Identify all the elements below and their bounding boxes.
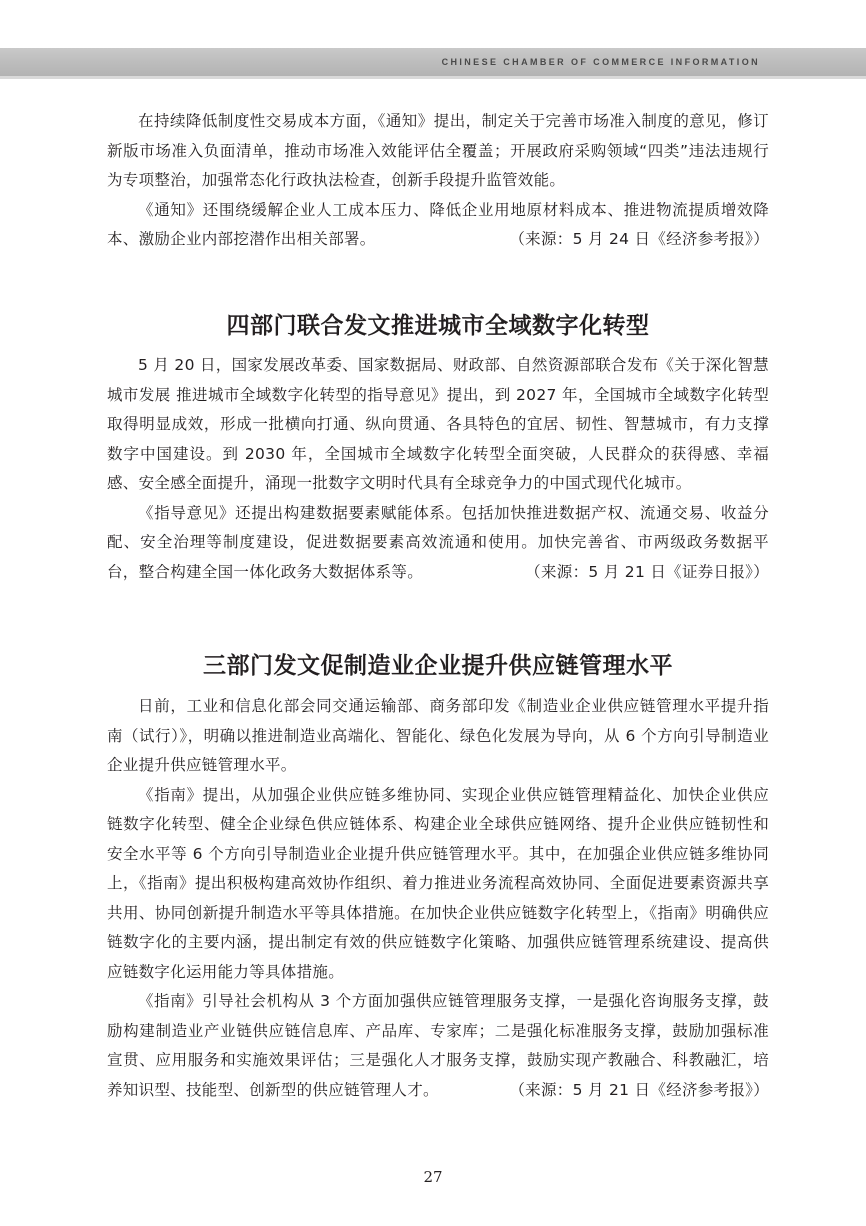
paragraph: 《通知》还围绕缓解企业人工成本压力、降低企业用地原材料成本、推进物流提质增效降本、激励企业内部挖潜作出相关部署。 （来源：5 月 24 日《经济参考报》） <box>107 196 769 255</box>
page-number: 27 <box>423 1168 443 1186</box>
paragraph: 《指南》引导社会机构从 3 个方面加强供应链管理服务支撑，一是强化咨询服务支撑，鼓励构建制造业产业链供应链信息库、产品库、专家库；二是强化标准服务支撑，鼓励加强标准宣贯、应用服务和实施效果评估；三是强化人才服务支撑，鼓励实现产教融合、科教融汇，培养知识型、技能型、创新型的供应链管理人才。 （来源：5 月 21 日《经济参考报》） <box>107 987 769 1105</box>
paragraph: 日前，工业和信息化部会同交通运输部、商务部印发《制造业企业供应链管理水平提升指南（试行）》，明确以推进制造业高端化、智能化、绿色化发展为导向，从 6 个方向引导制造业企业提升供应链管理水平。 <box>107 697 769 774</box>
source-citation: （来源：5 月 24 日《经济参考报》） <box>509 230 769 248</box>
paragraph: 《指导意见》还提出构建数据要素赋能体系。包括加快推进数据产权、流通交易、收益分配、安全治理等制度建设，促进数据要素高效流通和使用。加快完善省、市两级政务数据平台，整合构建全国一体化政务大数据体系等。 （来源：5 月 21 日《证券日报》） <box>107 499 769 588</box>
header-band <box>0 48 866 76</box>
paragraph: 《指南》提出，从加强企业供应链多维协同、实现企业供应链管理精益化、加快企业供应链数字化转型、健全企业绿色供应链体系、构建企业全球供应链网络、提升企业供应链韧性和安全水平等 6 个方向引导制造业企业提升供应链管理水平。其中，在加强企业供应链多维协同上，《指南》提出积极构建高效协作组织、着力推进业务流程高效协同、全面促进要素资源共享共用、协同创新提升制造水平等具体措施。在加快企业供应链数字化转型上，《指南》明确供应链数字化的主要内涵，提出制定有效的供应链数字化策略、加强供应链管理系统建设、提高供应链数字化运用能力等具体措施。 <box>107 785 769 981</box>
source-citation: （来源：5 月 21 日《经济参考报》） <box>509 1080 769 1099</box>
paragraph: 5 月 20 日，国家发展改革委、国家数据局、财政部、自然资源部联合发布《关于深化智慧城市发展 推进城市全域数字化转型的指导意见》提出，到 2027 年，全国城市全域数字化转型取得明显成效，形成一批横向打通、纵向贯通、各具特色的宜居、韧性、智慧城市，有力支撑数字中国建设。到 2030 年，全国城市全域数字化转型全面突破，人民群众的获得感、幸福感、安全感全面提升，涌现一批数字文明时代具有全球竞争力的中国式现代化城市。 <box>107 356 769 492</box>
publication-name: CHINESE CHAMBER OF COMMERCE INFORMATION <box>441 57 760 67</box>
section-title: 四部门联合发文推进城市全域数字化转型 <box>226 313 650 339</box>
source-citation: （来源：5 月 21 日《证券日报》） <box>525 562 769 581</box>
section-continued <box>107 107 769 255</box>
section-digital-cities <box>107 351 769 587</box>
section-title: 三部门发文促制造业企业提升供应链管理水平 <box>203 653 673 679</box>
paragraph: 在持续降低制度性交易成本方面，《通知》提出，制定关于完善市场准入制度的意见，修订新版市场准入负面清单，推动市场准入效能评估全覆盖；开展政府采购领域“四类”违法违规行为专项整治，加强常态化行政执法检查，创新手段提升监管效能。 <box>107 112 769 189</box>
section-supply-chain <box>107 692 769 1105</box>
